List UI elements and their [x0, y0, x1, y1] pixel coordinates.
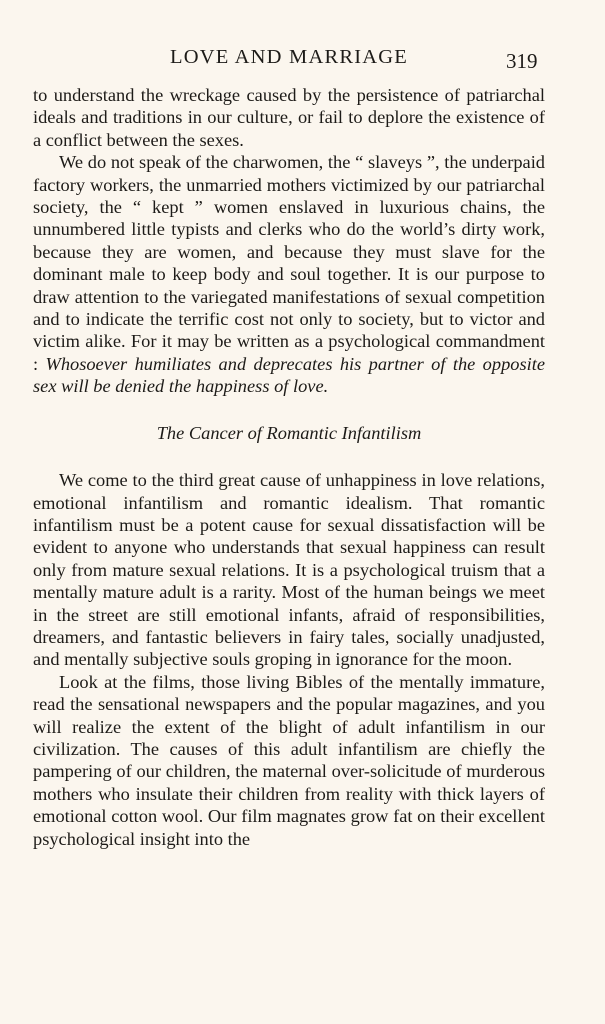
paragraph-patriarchy	[33, 151, 545, 397]
paragraph-continued: to understand the wreckage caused by the persistence of patriarchal ideals and traditions in our culture, or fail to deplore the existence of a conflict between the sexes.	[33, 85, 545, 150]
body-text	[33, 84, 545, 850]
running-head	[0, 46, 605, 76]
page-number: 319	[506, 49, 538, 73]
commandment-text: Whosoever humiliates and deprecates his partner of the opposite sex will be denied the happiness of love.	[33, 353, 545, 397]
paragraph-films: Look at the films, those living Bibles of the mentally immature, read the sensational newspapers and the popular magazines, and you will realize the extent of the blight of adult infantilism in our civilization. The causes of this adult infantilism are chiefly the pampering of our children, the maternal over-solicitude of murderous mothers who insulate their children from reality with thick layers of emotional cotton wool. Our film magnates grow fat on their excellent psychological insight into the	[33, 671, 545, 849]
paragraph-infantilism: We come to the third great cause of unhappiness in love relations, emotional infantilism and romantic idealism. That romantic infantilism must be a potent cause for sexual dissatisfaction will be evident to anyone who understands that sexual happiness can result only from mature sexual relations. It is a psychological truism that a mentally mature adult is a rarity. Most of the human beings we meet in the street are still emotional infants, afraid of responsibilities, dreamers, and fantastic believers in fairy tales, socially unadjusted, and mentally subjective souls groping in ignorance for the moon.	[33, 470, 545, 670]
running-title: LOVE AND MARRIAGE	[170, 46, 408, 68]
section-heading: The Cancer of Romantic Infantilism	[156, 422, 422, 443]
paragraph-patriarchy-text: We do not speak of the charwomen, the “ slaveys ”, the underpaid factory workers, the unmarried mothers victimized by our patriarchal society, the “ kept ” women enslaved in luxurious chains, the unnumbered little typists and clerks who do the world’s dirty work, because they are women, and because they must slave for the dominant male to keep body and soul together. It is our purpose to draw attention to the variegated manifestations of sexual competition and to indicate the terrific cost not only to society, but to victor and victim alike. For it may be written as a psychological commandment :	[33, 152, 545, 374]
